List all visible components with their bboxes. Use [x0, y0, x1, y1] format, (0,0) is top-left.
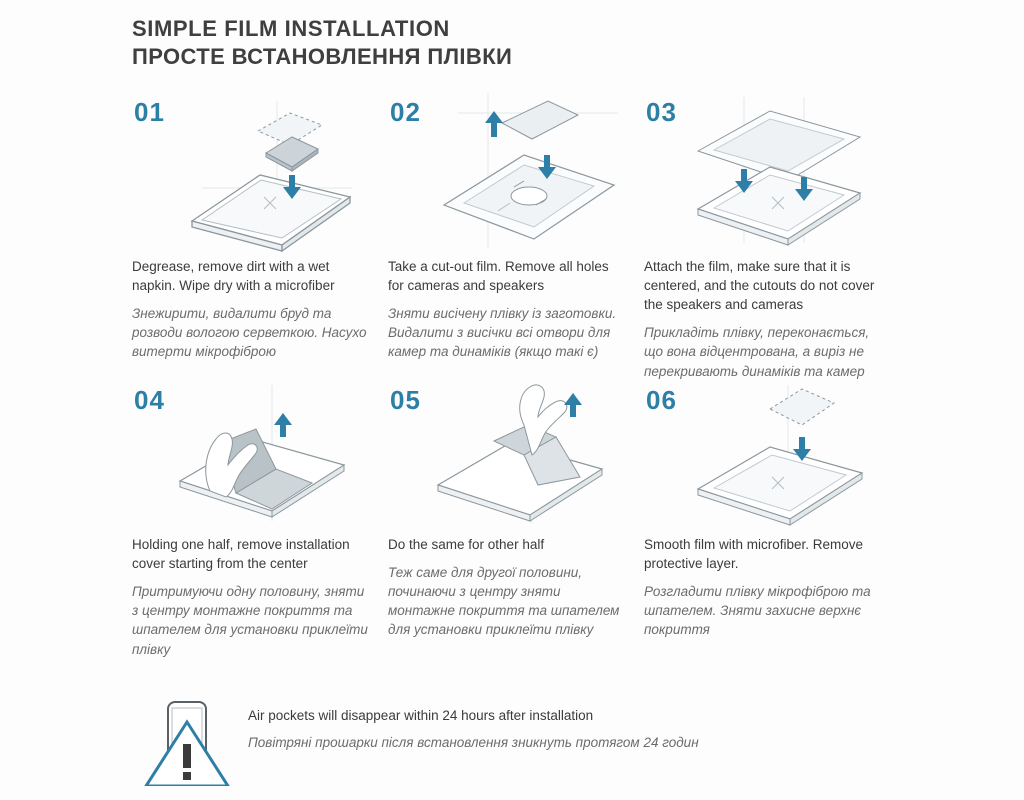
step-text-uk-06: Розгладити плівку мікрофіброю та шпателем. Зняти захисне верхнє покриття [644, 584, 871, 638]
warning-phone-icon [132, 700, 242, 786]
footer-text-en: Air pockets will disappear within 24 hours after installation [248, 708, 594, 723]
phone-with-wipe-icon [172, 93, 372, 253]
step-text-en-02: Take a cut-out film. Remove all holes for cameras and speakers [388, 258, 609, 293]
step-illustration-02 [388, 93, 624, 253]
page-title-en: SIMPLE FILM INSTALLATION [132, 16, 450, 41]
step-number-03: 03 [646, 96, 677, 127]
step-text-en-04: Holding one half, remove installation cover starting from the center [132, 536, 350, 571]
step-text-en-06: Smooth film with microfiber. Remove protective layer. [644, 536, 864, 571]
step-text-en-03: Attach the film, make sure that it is centered, and the cutouts do not cover the speakers and cameras [644, 258, 875, 313]
step-illustration-01 [132, 93, 368, 253]
step-illustration-05 [388, 381, 624, 531]
step-card-05 [388, 381, 644, 659]
page-title-uk: ПРОСТЕ ВСТАНОВЛЕННЯ ПЛІВКИ [132, 44, 513, 70]
step-number-05: 05 [390, 384, 421, 415]
step-text-en-05: Do the same for other half [388, 536, 545, 552]
step-number-06: 06 [646, 384, 677, 415]
step-illustration-06 [644, 381, 880, 531]
header [0, 0, 1024, 71]
step-text-uk-02: Зняти висічену плівку із заготовки. Видалити з висічки всі отвори для камер та динаміків (якщо такі є) [388, 306, 617, 360]
step-text-uk-03: Прикладіть плівку, переконається, що вона відцентрована, а виріз не перекривають динаміків та камер [644, 325, 870, 379]
step-number-02: 02 [390, 96, 421, 127]
peel-left-half-icon [172, 381, 372, 541]
step-illustration-04 [132, 381, 368, 531]
step-number-04: 04 [134, 384, 165, 415]
step-card-04 [132, 381, 388, 659]
footer-note [132, 700, 900, 786]
footer-text-block [242, 700, 699, 752]
step-card-03 [644, 93, 900, 381]
step-illustration-03 [644, 93, 880, 253]
steps-grid [0, 71, 900, 659]
step-card-02 [388, 93, 644, 381]
footer-text-uk: Повітряні прошарки після встановлення зникнуть протягом 24 годин [248, 735, 699, 751]
step-number-01: 01 [134, 96, 165, 127]
smooth-microfiber-icon [684, 381, 884, 541]
film-align-phone-icon [684, 93, 884, 253]
film-cutouts-icon [428, 93, 628, 253]
peel-right-half-icon [428, 381, 628, 541]
step-text-uk-01: Знежирити, видалити бруд та розводи вологою серветкою. Насухо витерти мікрофіброю [132, 306, 367, 360]
step-card-06 [644, 381, 900, 659]
step-text-uk-05: Теж саме для другої половини, починаючи з центру зняти монтажне покриття та шпателем для установки приклеїти плівку [388, 564, 620, 638]
step-text-uk-04: Притримуючи одну половину, зняти з центру монтажне покриття та шпателем для установки приклеїти плівку [132, 584, 368, 657]
step-card-01 [132, 93, 388, 381]
step-text-en-01: Degrease, remove dirt with a wet napkin. Wipe dry with a microfiber [132, 258, 335, 293]
